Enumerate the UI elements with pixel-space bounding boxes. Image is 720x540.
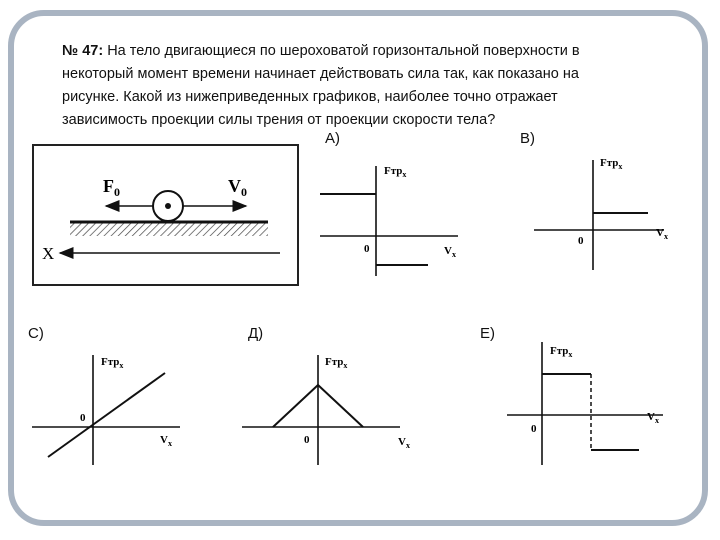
option-label-b: В) [520,130,535,147]
graph-e-y-label: Fтр$_x$ [550,345,573,359]
velocity-label: $V_0$ [228,176,247,199]
option-label-a: А) [325,130,340,147]
graph-b [530,156,680,276]
graph-b-origin: 0 [578,235,584,247]
graph-c-x-label: $V_x$ [160,434,172,448]
problem-line-4: зависимость проекции силы трения от проекции скорости тела? [62,112,496,128]
graph-d-y-label: Fтр$_x$ [325,356,348,370]
graph-e-origin: 0 [531,423,537,435]
option-label-d: Д) [248,325,264,342]
graph-e-x-label: $V_x$ [647,411,659,425]
graph-a-x-label: $V_x$ [444,245,456,259]
graph-e [505,340,675,470]
graph-c-friction-line [48,373,165,457]
graph-c-y-label: Fтр$_x$ [101,356,124,370]
graph-c-origin: 0 [80,412,86,424]
problem-line-2: некоторый момент времени начинает действовать сила так, как показано на [62,66,579,82]
problem-line-3: рисунке. Какой из нижеприведенных графиков, наиболее точно отражает [62,89,558,105]
problem-line-1-text: На тело двигающиеся по шероховатой горизонтальной поверхности в [107,43,580,59]
body-center [165,203,171,209]
graph-a [318,158,468,278]
scene-box [33,145,298,285]
option-label-e: Е) [480,325,495,342]
rough-surface-hatch [70,222,268,236]
graph-a-y-label: Fтр$_x$ [384,165,407,179]
graph-d-origin: 0 [304,434,310,446]
graph-d [238,345,418,470]
graph-d-x-label: $V_x$ [398,436,410,450]
x-axis-label: X [42,244,55,263]
graph-a-origin: 0 [364,243,370,255]
option-label-c: С) [28,325,44,342]
graph-b-y-label: Fтр$_x$ [600,157,623,171]
force-label: $F_0$ [103,176,120,199]
graph-c [28,345,193,470]
problem-number: № 47: [62,43,104,59]
graph-b-x-label: $V_x$ [656,227,668,241]
